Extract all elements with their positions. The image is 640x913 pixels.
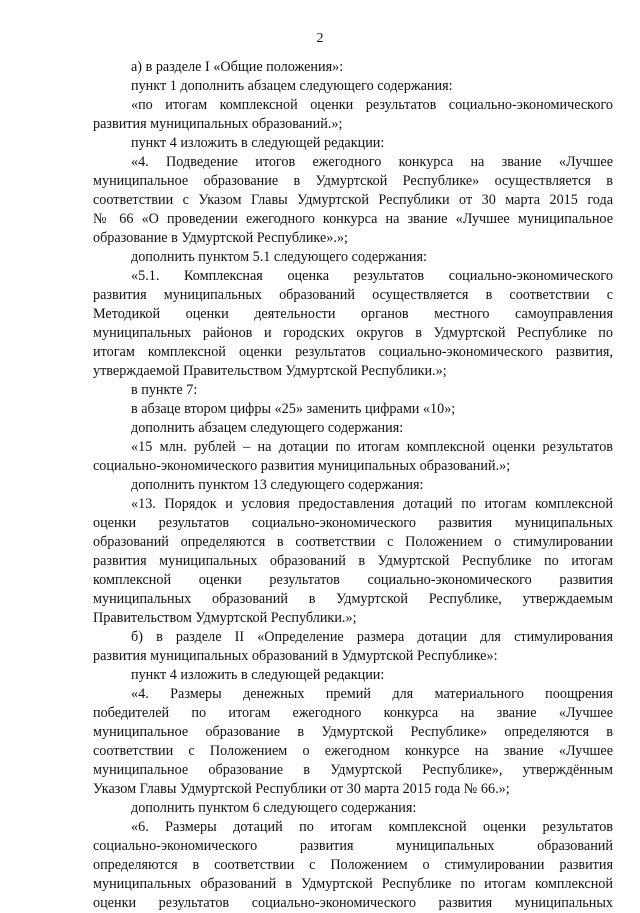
text-line: победителей по итогам ежегодного конкурса на звание «Лучшее: [93, 705, 613, 721]
text-line: образование в Удмуртской Республике».»;: [93, 230, 348, 246]
text-line: пункт 4 изложить в следующей редакции:: [131, 135, 385, 151]
text-line: б) в разделе II «Определение размера дотации для стимулирования: [131, 629, 613, 645]
text-line: развития муниципальных образований.»;: [93, 116, 343, 132]
text-line: развития муниципальных образований в Удмуртской Республике»:: [93, 648, 498, 664]
text-line: соответствии с Положением о ежегодном конкурсе на звание «Лучшее: [93, 743, 613, 759]
text-line: Методикой оценки деятельности органов местного самоуправления: [93, 306, 613, 322]
text-line: социально-экономического развития муниципальных образований: [93, 838, 613, 854]
text-line: определяются в соответствии с Положением о стимулировании развития: [93, 857, 613, 873]
text-line: дополнить пунктом 6 следующего содержания:: [131, 800, 417, 816]
text-line: соответствии с Указом Главы Удмуртской Республики от 30 марта 2015 года: [93, 192, 613, 208]
text-line: социально-экономического развития муниципальных образований.»;: [93, 458, 511, 474]
text-line: оценки результатов социально-экономического развития муниципальных: [93, 515, 613, 531]
text-line: «13. Порядок и условия предоставления дотаций по итогам комплексной: [131, 496, 613, 512]
text-line: Указом Главы Удмуртской Республики от 30 марта 2015 года № 66.»;: [93, 781, 510, 797]
text-line: комплексной оценки результатов социально-экономического развития: [93, 572, 613, 588]
text-line: оценки результатов социально-экономического развития муниципальных: [93, 895, 613, 911]
text-line: «по итогам комплексной оценки результатов социально-экономического: [131, 97, 613, 113]
text-line: дополнить пунктом 5.1 следующего содержания:: [131, 249, 427, 265]
text-line: в абзаце втором цифры «25» заменить цифрами «10»;: [131, 401, 456, 417]
text-line: муниципальных образований в Удмуртской Республике по итогам комплексной: [93, 876, 613, 892]
text-line: пункт 1 дополнить абзацем следующего содержания:: [131, 78, 453, 94]
text-line: Правительством Удмуртской Республики.»;: [93, 610, 357, 626]
text-line: «4. Размеры денежных премий для материального поощрения: [131, 686, 613, 702]
text-line: муниципальное образование в Удмуртской Республике», утверждённым: [93, 762, 613, 778]
text-line: утверждаемой Правительством Удмуртской Республики.»;: [93, 363, 447, 379]
text-line: образований определяются в соответствии с Положением о стимулировании: [93, 534, 613, 550]
text-line: развития муниципальных образований в Удмуртской Республике по итогам: [93, 553, 613, 569]
text-line: развития муниципальных образований осуществляется в соответствии с: [93, 287, 613, 303]
text-line: в пункте 7:: [131, 382, 198, 398]
text-line: дополнить пунктом 13 следующего содержания:: [131, 477, 424, 493]
page-number: 2: [316, 31, 324, 46]
text-line: муниципальных образований в Удмуртской Республике, утверждаемым: [93, 591, 613, 607]
text-line: дополнить абзацем следующего содержания:: [131, 420, 404, 436]
text-line: «5.1. Комплексная оценка результатов социально-экономического: [131, 268, 613, 284]
text-line: муниципальное образование в Удмуртской Республике» осуществляется в: [93, 173, 613, 189]
text-line: пункт 4 изложить в следующей редакции:: [131, 667, 385, 683]
text-line: «15 млн. рублей – на дотации по итогам комплексной оценки результатов: [131, 439, 613, 455]
text-line: муниципальное образование в Удмуртской Республике» определяются в: [93, 724, 613, 740]
text-line: а) в разделе I «Общие положения»:: [131, 59, 344, 75]
text-line: «4. Подведение итогов ежегодного конкурса на звание «Лучшее: [131, 154, 613, 170]
text-line: итогам комплексной оценки результатов социально-экономического развития,: [93, 344, 613, 360]
text-line: № 66 «О проведении ежегодного конкурса на звание «Лучшее муниципальное: [93, 211, 613, 227]
text-line: муниципальных районов и городских округов в Удмуртской Республике по: [93, 325, 613, 341]
text-line: «6. Размеры дотаций по итогам комплексной оценки результатов: [131, 819, 613, 835]
document-body: [93, 58, 613, 913]
